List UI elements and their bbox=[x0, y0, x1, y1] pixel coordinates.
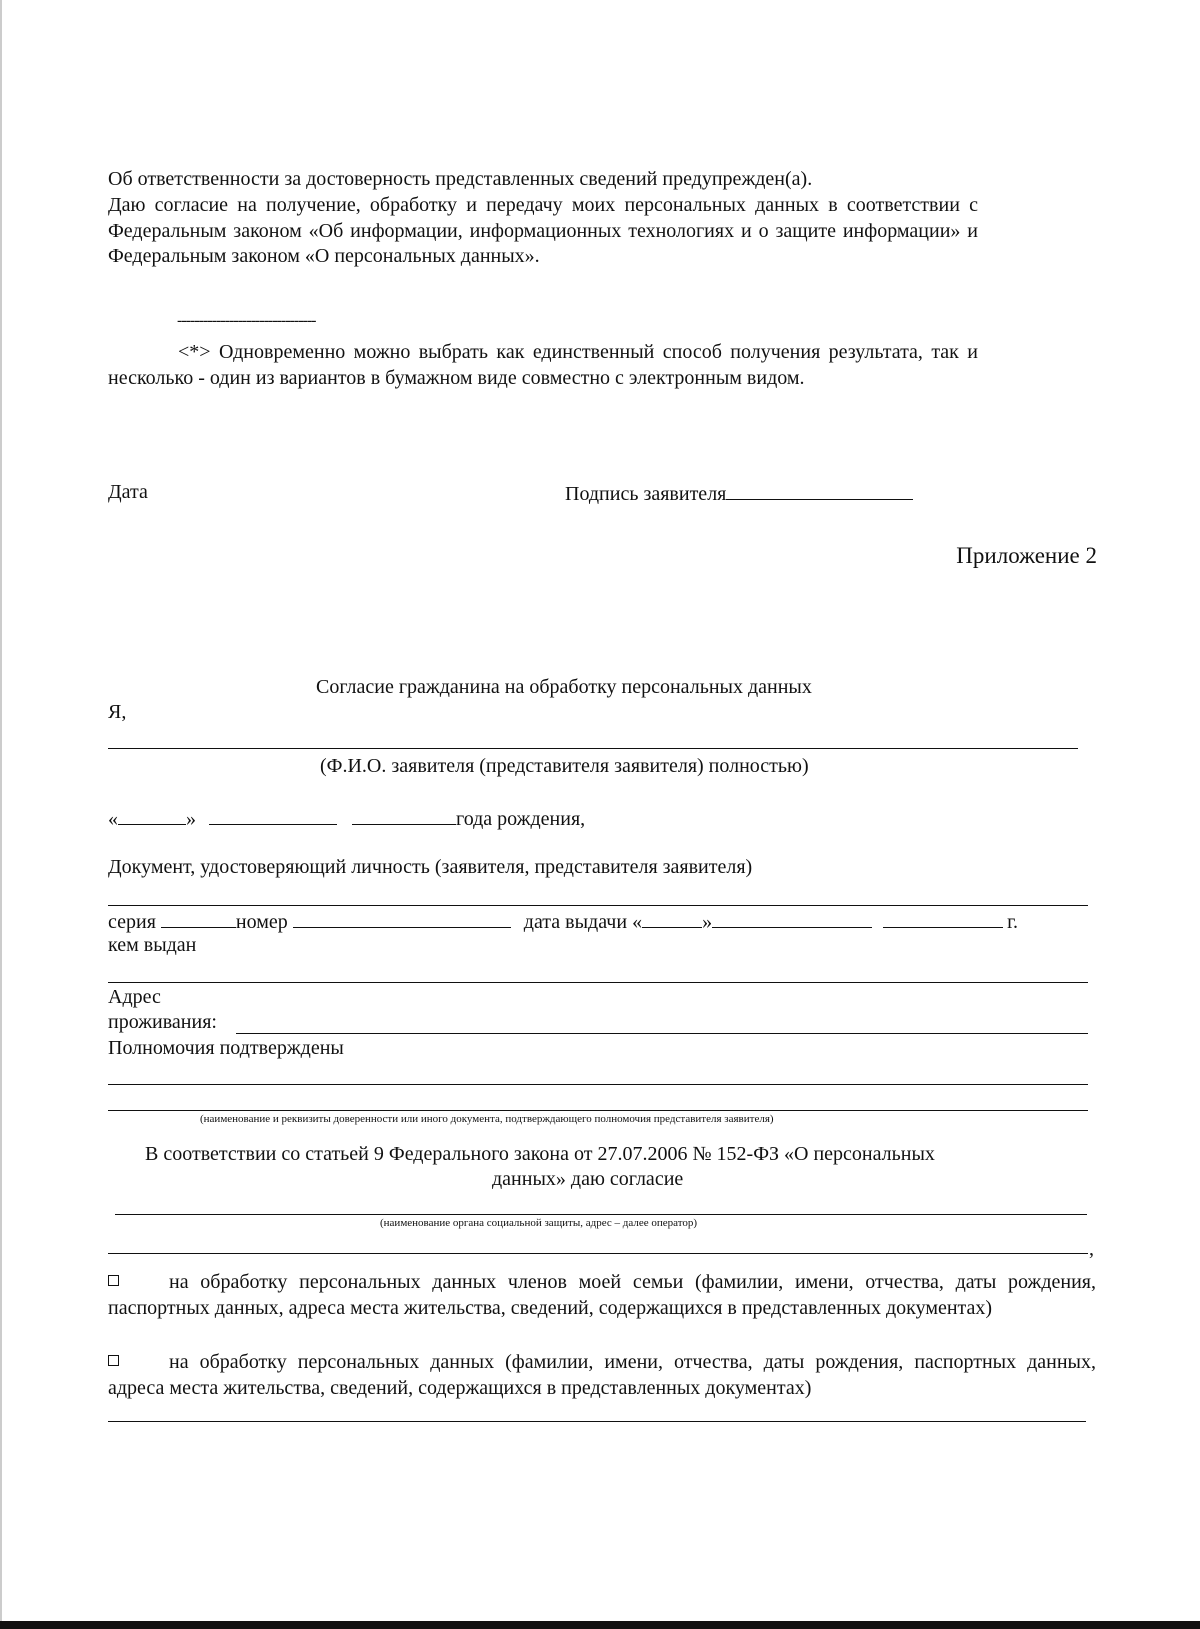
number-label: номер bbox=[235, 911, 288, 933]
issue-date-label: дата выдачи bbox=[523, 911, 628, 933]
issued-by-label: кем выдан bbox=[108, 934, 197, 956]
quote-close: » bbox=[186, 808, 196, 830]
signature-field bbox=[565, 481, 913, 506]
issued-by-line[interactable] bbox=[108, 982, 1088, 983]
law-line-1: В соответствии со статьей 9 Федерального закона от 27.07.2006 № 152-ФЗ «О персональных bbox=[145, 1143, 935, 1165]
warning-text: Об ответственности за достоверность представленных сведений предупрежден(а). bbox=[108, 168, 813, 190]
authority-line-2[interactable] bbox=[108, 1110, 1088, 1111]
issue-month-blank[interactable] bbox=[712, 909, 872, 928]
authority-label: Полномочия подтверждены bbox=[108, 1037, 344, 1059]
option-family-label: на обработку персональных данных членов моей семьи (фамилии, имени, отчества, даты рождения, паспортных данных, адреса места жительства, сведений, содержащихся в представленных документах) bbox=[108, 1271, 1096, 1319]
signature-blank[interactable] bbox=[726, 481, 913, 500]
birth-date-row bbox=[108, 806, 585, 831]
address-line[interactable] bbox=[236, 1033, 1088, 1034]
fio-caption: (Ф.И.О. заявителя (представителя заявителя) полностью) bbox=[320, 755, 809, 777]
series-label: серия bbox=[108, 911, 156, 933]
birth-year-blank[interactable] bbox=[352, 806, 456, 825]
birth-month-blank[interactable] bbox=[209, 806, 337, 825]
checkbox-family[interactable] bbox=[108, 1275, 119, 1286]
option-self bbox=[108, 1350, 1096, 1401]
address-label-2: проживания: bbox=[108, 1011, 217, 1033]
quote-open: « bbox=[108, 808, 118, 830]
fio-line[interactable] bbox=[108, 748, 1078, 749]
quote-close: » bbox=[702, 911, 713, 933]
option-family bbox=[108, 1270, 1096, 1321]
scan-edge bbox=[0, 0, 2, 1629]
year-suffix: г. bbox=[1007, 911, 1019, 933]
option-self-label: на обработку персональных данных (фамилии, имени, отчества, даты рождения, паспортных данных, адреса места жительства, сведений, содержащихся в представленных документах) bbox=[108, 1351, 1096, 1399]
operator-line[interactable] bbox=[115, 1214, 1087, 1215]
bottom-line[interactable] bbox=[108, 1421, 1086, 1422]
authority-line-1[interactable] bbox=[108, 1084, 1088, 1085]
scan-bottom-edge bbox=[0, 1621, 1200, 1629]
footnote-rule: -------------------------------- bbox=[177, 312, 316, 329]
appendix-label: Приложение 2 bbox=[956, 543, 1097, 568]
i-label: Я, bbox=[108, 701, 127, 723]
operator-line-2[interactable] bbox=[108, 1253, 1088, 1254]
id-doc-line[interactable] bbox=[108, 905, 1088, 906]
number-blank[interactable] bbox=[293, 909, 511, 928]
consent-text: Даю согласие на получение, обработку и передачу моих персональных данных в соответствии с Федеральным законом «Об информации, информационных технологиях и о защите информации» и Федеральным законом «О персональных данных». bbox=[108, 194, 978, 267]
checkbox-self[interactable] bbox=[108, 1355, 119, 1366]
address-label-1: Адрес bbox=[108, 986, 161, 1008]
quote-open: « bbox=[632, 911, 643, 933]
birth-day-blank[interactable] bbox=[118, 806, 186, 825]
passport-row bbox=[108, 909, 1088, 934]
issue-day-blank[interactable] bbox=[642, 909, 702, 928]
id-doc-label: Документ, удостоверяющий личность (заявителя, представителя заявителя) bbox=[108, 856, 753, 878]
date-label: Дата bbox=[108, 481, 148, 503]
birth-label: года рождения, bbox=[456, 808, 586, 830]
operator-caption: (наименование органа социальной защиты, адрес – далее оператор) bbox=[380, 1217, 698, 1229]
trailing-comma: , bbox=[1089, 1238, 1094, 1260]
footnote-text: <*> Одновременно можно выбрать как единственный способ получения результата, так и несколько - один из вариантов в бумажном виде совместно с электронным видом. bbox=[108, 341, 978, 389]
issue-year-blank[interactable] bbox=[883, 909, 1003, 928]
authority-caption: (наименование и реквизиты доверенности или иного документа, подтверждающего полномочия представителя заявителя) bbox=[200, 1113, 774, 1125]
series-blank[interactable] bbox=[161, 909, 236, 928]
law-line-2: данных» даю согласие bbox=[492, 1168, 684, 1190]
signature-label: Подпись заявителя bbox=[565, 483, 727, 505]
form-title: Согласие гражданина на обработку персональных данных bbox=[316, 676, 812, 698]
